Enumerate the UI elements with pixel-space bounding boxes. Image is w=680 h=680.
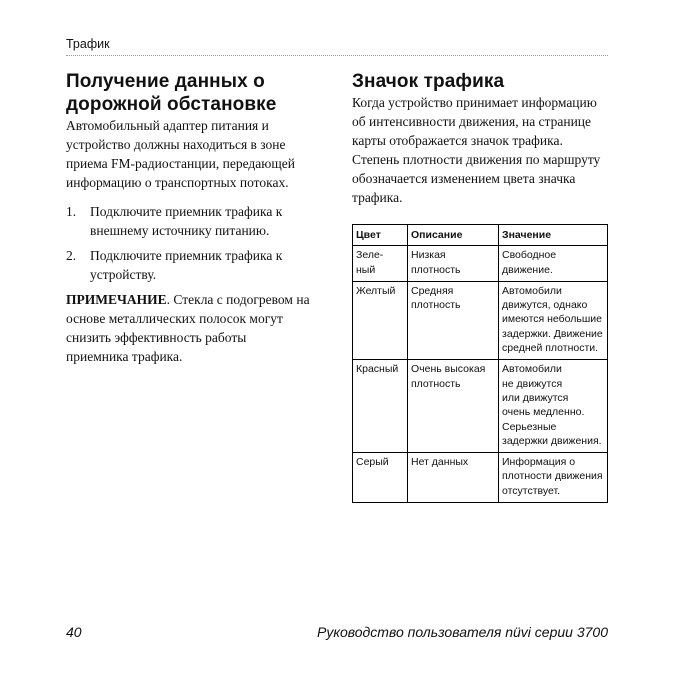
list-item [66,202,310,240]
right-column [352,70,608,207]
steps-list [66,202,310,284]
note-text: . Стекла с подогревом на основе металлических полосок могут снизить эффективность работы приемника трафика. [66,292,310,364]
table-row [353,360,608,453]
meaning-cell: Автомобили не движутся или движутся очень медленно. Серьезные задержки движения. [499,360,608,453]
color-cell: Серый [353,453,408,503]
meaning-cell: Информация о плотности движения отсутствует. [499,453,608,503]
color-cell: Красный [353,360,408,453]
table-row [353,453,608,503]
note-label: ПРИМЕЧАНИЕ [66,292,167,307]
left-column [66,70,310,366]
note-paragraph [66,290,310,366]
step-text: Подключите приемник трафика к устройству. [90,248,283,282]
list-item [66,246,310,284]
meaning-cell: Свободное движение. [499,246,608,282]
table-row [353,246,608,282]
traffic-icon-intro: Когда устройство принимает информацию об интенсивности движения, на странице карты отображается значок трафика. Степень плотности движения по маршруту обозначается изменением цвета значка трафика. [352,95,601,205]
color-cell: Зеле- ный [353,246,408,282]
table-row [353,281,608,359]
traffic-icon-heading: Значок трафика [352,71,505,92]
description-cell: Очень высокая плотность [408,360,499,453]
column-header: Цвет [353,225,408,246]
column-header: Описание [408,225,499,246]
color-cell: Желтый [353,281,408,359]
page-number: 40 [66,624,82,640]
page-header-section: Трафик [66,37,110,51]
manual-title: Руководство пользователя nüvi серии 3700 [317,624,608,640]
traffic-data-intro: Автомобильный адаптер питания и устройство должны находиться в зоне приема FM-радиостанции, передающей информацию о транспортных потоках. [66,118,295,190]
description-cell: Средняя плотность [408,281,499,359]
traffic-color-table [352,224,608,503]
traffic-data-heading: Получение данных о дорожной обстановке [66,71,277,115]
header-divider [66,55,608,56]
meaning-cell: Автомобили движутся, однако имеются небольшие задержки. Движение средней плотности. [499,281,608,359]
table-header-row [353,225,608,246]
step-number: 2. [66,248,77,263]
description-cell: Нет данных [408,453,499,503]
step-number: 1. [66,204,77,219]
description-cell: Низкая плотность [408,246,499,282]
step-text: Подключите приемник трафика к внешнему источнику питанию. [90,204,283,238]
column-header: Значение [499,225,608,246]
